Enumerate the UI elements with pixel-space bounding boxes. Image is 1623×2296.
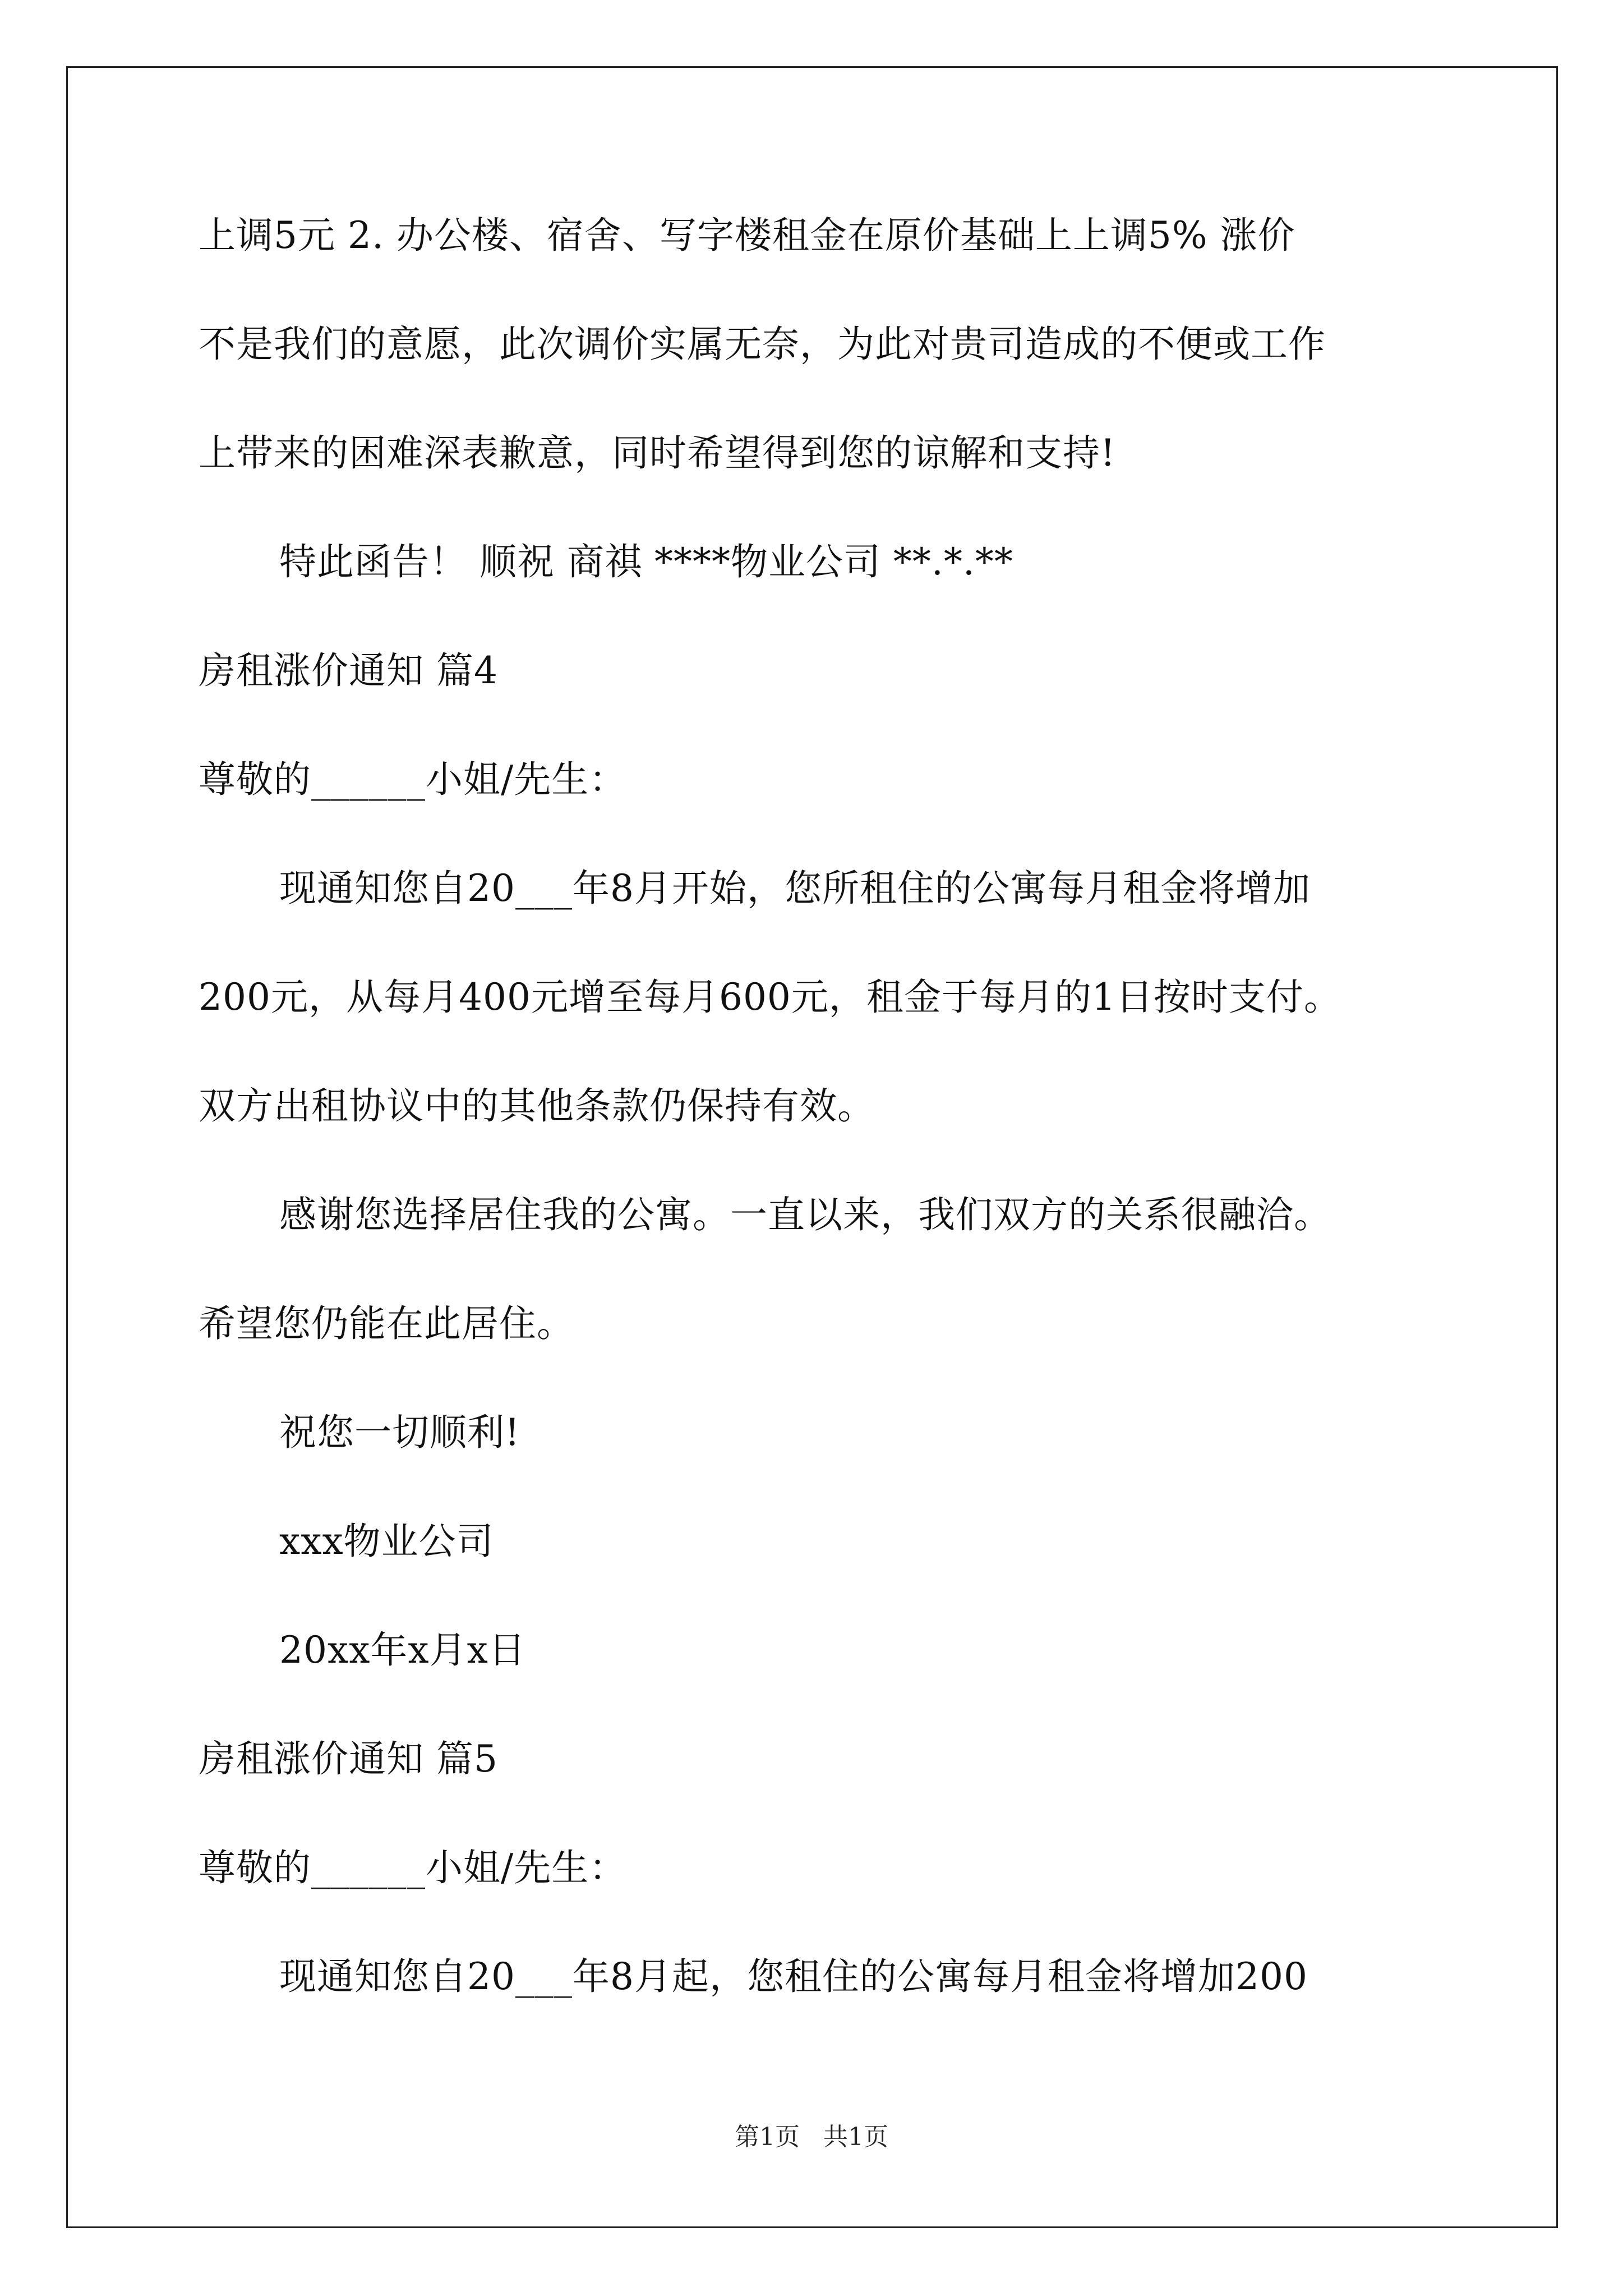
signature-date: 20xx年x月x日 xyxy=(279,1628,526,1672)
signature-company: xxx物业公司 xyxy=(279,1520,494,1563)
paragraph-line: 200元，从每月400元增至每月600元，租金于每月的1日按时支付。 xyxy=(199,976,1341,1019)
section-heading: 房租涨价通知 篇5 xyxy=(199,1737,498,1780)
salutation: 尊敬的______小姐/先生： xyxy=(199,1846,627,1889)
paragraph-line: 现通知您自20___年8月起，您租住的公寓每月租金将增加200 xyxy=(279,1955,1308,1998)
paragraph-line: 希望您仍能在此居住。 xyxy=(199,1302,574,1345)
paragraph-line: 感谢您选择居住我的公寓。一直以来，我们双方的关系很融洽。 xyxy=(279,1193,1331,1236)
paragraph-line: 双方出租协议中的其他条款仍保持有效。 xyxy=(199,1084,875,1128)
page-number: 第1页 共1页 xyxy=(735,2123,888,2151)
paragraph-line: 现通知您自20___年8月开始，您所租住的公寓每月租金将增加 xyxy=(279,867,1311,910)
paragraph-line: 上带来的困难深表歉意，同时希望得到您的谅解和支持! xyxy=(199,431,1116,475)
section-heading: 房租涨价通知 篇4 xyxy=(199,649,498,692)
paragraph-line: 不是我们的意愿，此次调价实属无奈，为此对贵司造成的不便或工作 xyxy=(199,323,1326,366)
paragraph-line: 上调5元 2. 办公楼、宿舍、写字楼租金在原价基础上上调5% 涨价 xyxy=(199,214,1295,257)
closing-line: 特此函告！ 顺祝 商祺 ****物业公司 **.*.** xyxy=(279,540,1013,583)
document-body xyxy=(199,202,1488,2053)
closing-greeting: 祝您一切顺利! xyxy=(279,1411,520,1454)
salutation: 尊敬的______小姐/先生： xyxy=(199,758,627,801)
